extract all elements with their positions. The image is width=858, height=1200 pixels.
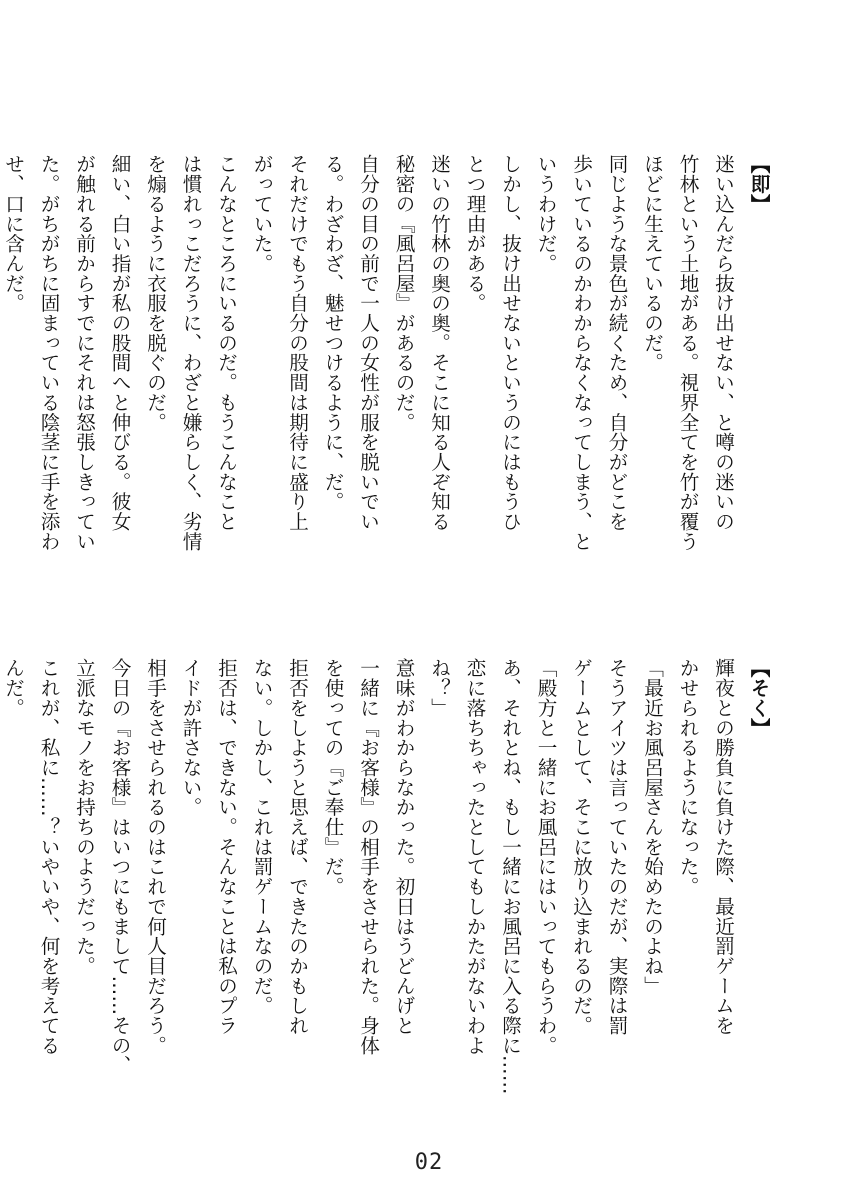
text-line: 意味がわからなかった。初日はうどんげと [392, 658, 415, 1036]
text-line: ね？」 [427, 658, 451, 718]
text-line: あ、それとね、もし一緒にお風呂に入る際に…… [498, 658, 522, 1095]
text-line: これが、私に……？いやいや、何を考えてる [37, 658, 60, 1055]
text-line: 今日の『お客様』はいつにもまして……その、 [108, 658, 131, 1075]
text-line: を使っての『ご奉仕』だ。 [321, 658, 344, 897]
text-line: 立派なモノをお持ちのようだった。 [72, 658, 96, 976]
text-line: それだけでもう自分の股間は期待に盛り上 [285, 154, 309, 532]
text-line: 細い、白い指が私の股間へと伸びる。彼女 [108, 154, 131, 532]
text-line: 歩いているのかわからなくなってしまう、と [569, 154, 593, 551]
text-line: 恋に落ちちゃったとしてもしかたがないわよ [463, 658, 486, 1055]
text-line: 「殿方と一緒にお風呂にはいってもらうわ。 [534, 658, 557, 1055]
text-line: 一緒に『お客様』の相手をさせられた。身体 [356, 658, 380, 1055]
text-line: 相手をさせられるのはこれで何人目だろう。 [143, 658, 167, 1055]
text-line: を煽るように衣服を脱ぐのだ。 [143, 154, 167, 432]
text-line: は慣れっこだろうに、わざと嫌らしく、劣情 [179, 154, 202, 551]
text-line: そうアイツは言っていたのだが、実際は罰 [605, 658, 628, 1036]
text-line: しかし、抜け出せないというのにはもうひ [498, 154, 522, 532]
text-line: 拒否をしようと思えば、できたのかもしれ [285, 658, 309, 1036]
text-line: せ、口に含んだ。 [1, 154, 25, 313]
text-line: 自分の目の前で一人の女性が服を脱いでい [356, 154, 380, 532]
text-line: いうわけだ。 [534, 154, 557, 274]
text-line: 竹林という土地がある。視界全てを竹が覆う [676, 154, 699, 551]
text-line: 同じような景色が続くため、自分がどこを [605, 154, 628, 532]
section-title: 【即】 [747, 154, 770, 214]
text-line: こんなところにいるのだ。もうこんなこと [214, 154, 238, 532]
text-line: んだ。 [1, 658, 25, 718]
text-line: る。わざわざ、魅せつけるように、だ。 [321, 154, 344, 512]
text-line: ほどに生えているのだ。 [640, 154, 664, 373]
text-line: 輝夜との勝負に負けた際、最近罰ゲームを [711, 658, 735, 1036]
section-soku-kana [1, 658, 776, 1095]
text-line: イドが許さない。 [179, 658, 202, 817]
text-line: ゲームとして、そこに放り込まれるのだ。 [569, 658, 593, 1036]
text-line: た。がちがちに固まっている陰茎に手を添わ [37, 154, 60, 551]
section-title: 【そく】 [747, 658, 770, 738]
text-line: 拒否は、できない。そんなことは私のプラ [214, 658, 238, 1036]
text-line: 秘密の『風呂屋』があるのだ。 [392, 154, 415, 432]
text-line: ない。しかし、これは罰ゲームなのだ。 [250, 658, 273, 1016]
text-line: 迷い込んだら抜け出せない、と噂の迷いの [711, 154, 735, 532]
page-number: 02 [414, 1150, 444, 1175]
text-line: かせられるようになった。 [676, 658, 699, 897]
text-line: 迷いの竹林の奥の奥。そこに知る人ぞ知る [427, 154, 451, 532]
text-line: が触れる前からすでにそれは怒張しきってい [72, 154, 96, 551]
section-soku-kanji [1, 154, 776, 551]
text-line: がっていた。 [250, 154, 273, 274]
text-line: とつ理由がある。 [463, 154, 486, 313]
text-line: 「最近お風呂屋さんを始めたのよね」 [640, 658, 664, 996]
